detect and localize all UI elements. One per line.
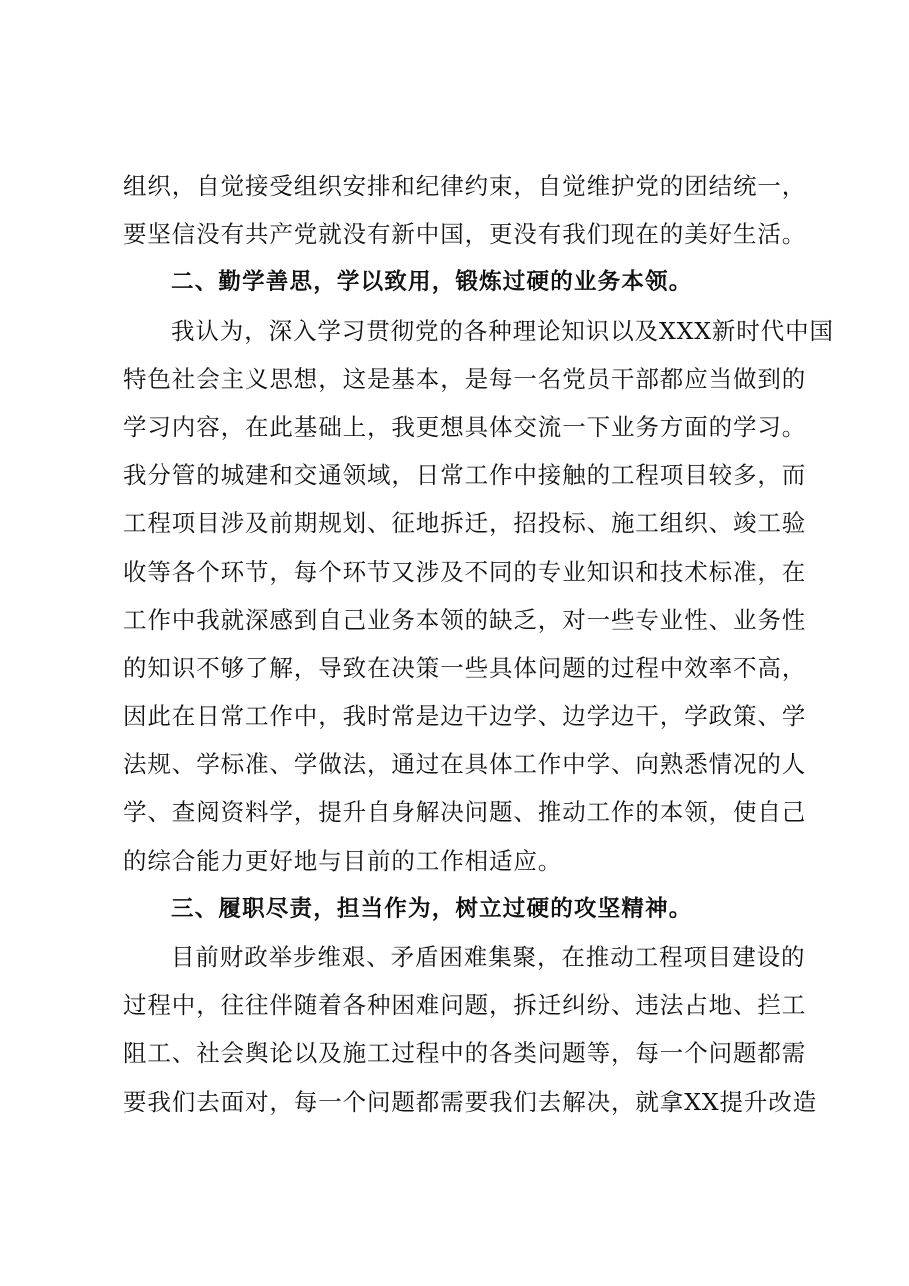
body-line: 收等各个环节，每个环节又涉及不同的专业知识和技术标准，在 <box>123 557 807 586</box>
body-line: 过程中，往往伴随着各种困难问题，拆迁纠纷、违法占地、拦工 <box>123 991 807 1020</box>
body-line: 的综合能力更好地与目前的工作相适应。 <box>123 846 563 875</box>
body-line: 工程项目涉及前期规划、征地拆迁，招投标、施工组织、竣工验 <box>123 509 807 538</box>
section-heading-2: 二、勤学善思，学以致用，锻炼过硬的业务本领。 <box>171 269 693 296</box>
section-heading-3: 三、履职尽责，担当作为，树立过硬的攻坚精神。 <box>171 895 693 922</box>
body-line: 组织，自觉接受组织安排和纪律约束，自觉维护党的团结统一， <box>123 172 807 200</box>
body-line: 要我们去面对，每一个问题都需要我们去解决，就拿XX提升改造 <box>123 1087 818 1116</box>
body-line: 因此在日常工作中，我时常是边干边学、边学边干，学政策、学 <box>123 702 807 731</box>
document-body <box>123 162 834 1126</box>
body-line: 特色社会主义思想，这是基本，是每一名党员干部都应当做到的 <box>123 364 807 393</box>
body-line: 阻工、社会舆论以及施工过程中的各类问题等，每一个问题都需 <box>123 1039 807 1068</box>
body-line: 学、查阅资料学，提升自身解决问题、推动工作的本领，使自己 <box>123 798 807 827</box>
body-line: 工作中我就深感到自己业务本领的缺乏，对一些专业性、业务性 <box>123 605 807 634</box>
body-line: 法规、学标准、学做法，通过在具体工作中学、向熟悉情况的人 <box>123 750 807 779</box>
body-line: 学习内容，在此基础上，我更想具体交流一下业务方面的学习。 <box>123 412 807 441</box>
body-line: 我分管的城建和交通领域，日常工作中接触的工程项目较多，而 <box>123 461 807 490</box>
body-line: 要坚信没有共产党就没有新中国，更没有我们现在的美好生活。 <box>123 220 807 249</box>
body-line: 的知识不够了解，导致在决策一些具体问题的过程中效率不高， <box>123 653 807 682</box>
paragraph-first-line: 目前财政举步维艰、矛盾困难集聚，在推动工程项目建设的 <box>171 943 806 971</box>
paragraph-first-line: 我认为，深入学习贯彻党的各种理论知识以及XXX新时代中国 <box>171 316 834 345</box>
